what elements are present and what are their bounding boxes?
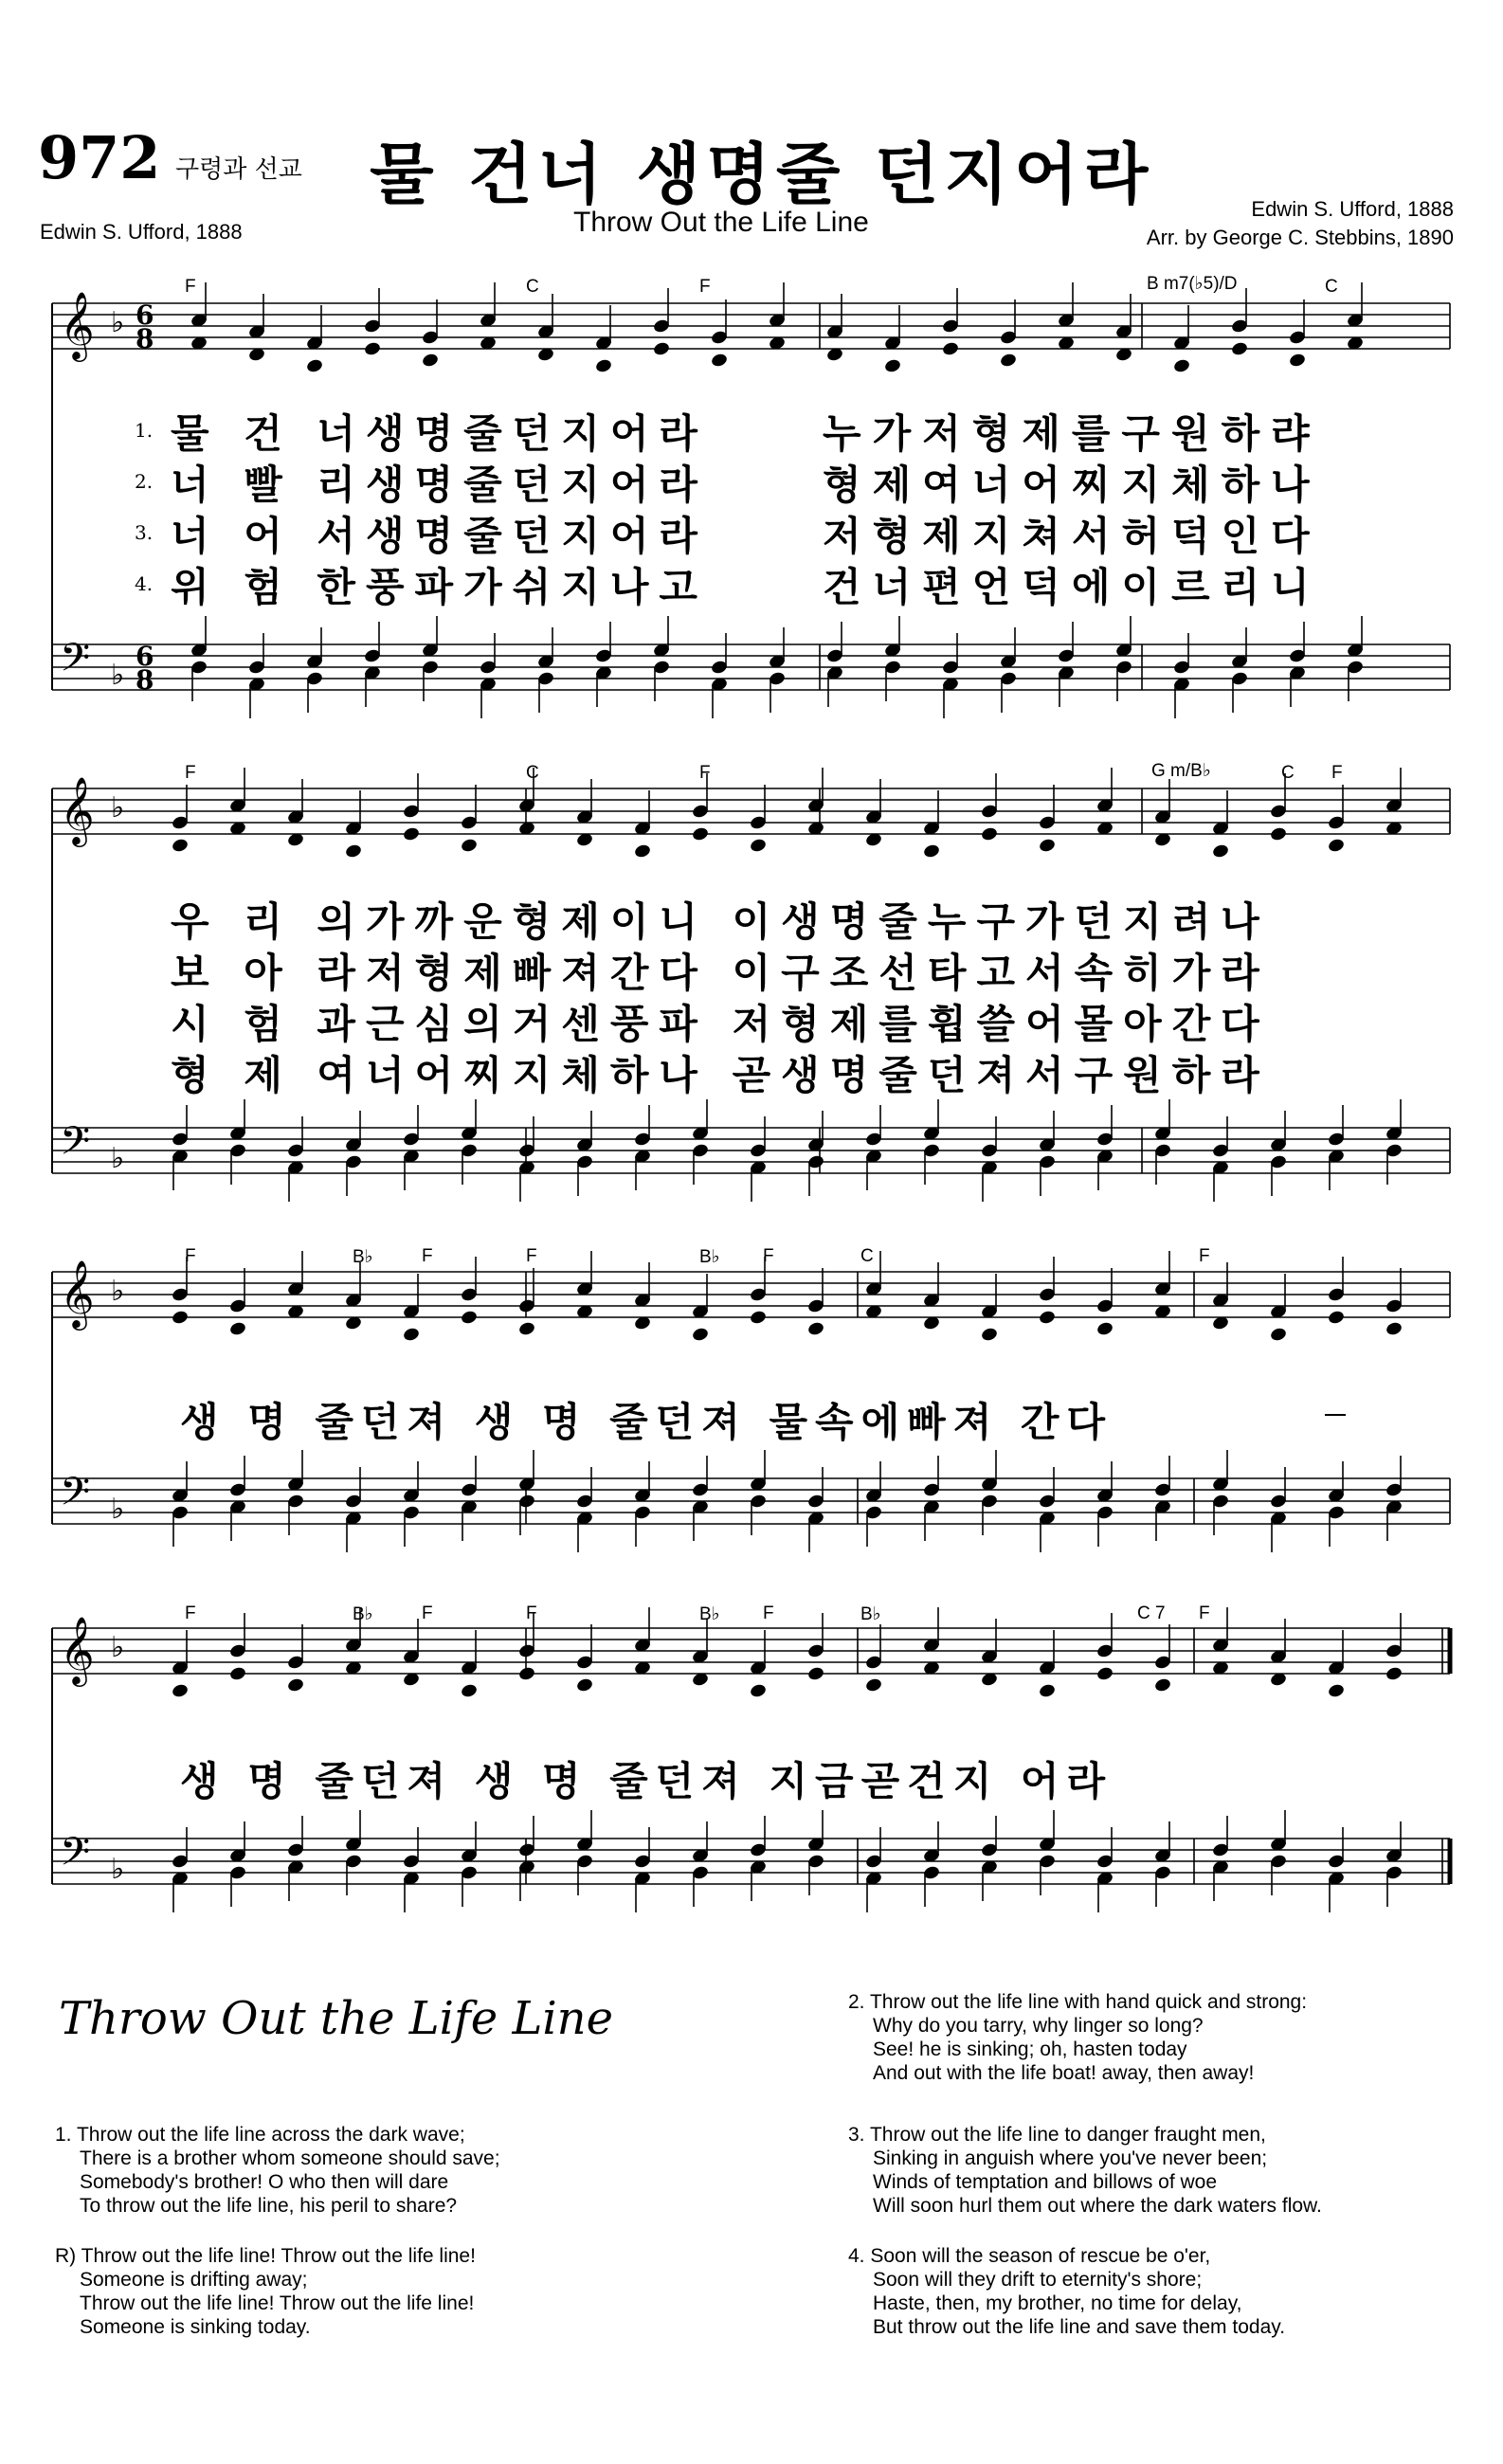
hyphen-dash (1325, 1414, 1346, 1416)
chord-symbol: C (526, 763, 539, 783)
notehead (749, 838, 767, 854)
notehead (691, 826, 709, 842)
chord-symbol: F (699, 763, 711, 783)
notehead (1327, 1683, 1345, 1699)
verse-line: 4. Soon will the season of rescue be o'er, (848, 2245, 1211, 2267)
notehead (402, 826, 420, 842)
english-verse-1 (55, 2123, 500, 2218)
flat-key-signature-icon: ♭ (111, 791, 125, 824)
hymn-number: 972 (38, 123, 161, 192)
treble-clef-icon: 𝄞 (60, 1259, 95, 1328)
notehead (1327, 838, 1345, 854)
verse-line: Soon will they drift to eternity's shore; (873, 2269, 1203, 2291)
notehead (710, 353, 728, 369)
lyric-line: 저형제지쳐서허덕인다 (823, 513, 1321, 559)
verse-line: Winds of temptation and billows of woe (873, 2171, 1218, 2193)
lyric-line: 형 제 여너어찌지체하나 곧생명줄던져서구원하라 (171, 1052, 1270, 1098)
english-verse-4 (848, 2244, 1285, 2339)
verse-line: To throw out the life line, his peril to share? (80, 2195, 458, 2217)
lyric-line: 생 명 줄던져 생 명 줄던져 지금곧건지 어라 (180, 1758, 1114, 1804)
notehead (652, 341, 670, 357)
chord-symbol: F (422, 1603, 433, 1623)
notehead (806, 1666, 824, 1682)
notehead (1230, 341, 1248, 357)
credit-right-lyricist: Edwin S. Ufford, 1888 (1251, 197, 1454, 221)
time-signature-bottom: 8 (136, 323, 154, 354)
chord-symbol: G m/B♭ (1151, 761, 1211, 781)
verse-line: Haste, then, my brother, no time for delay, (873, 2292, 1242, 2314)
verse-line: Throw out the life line! Throw out the life line! (80, 2292, 475, 2314)
verse-line: Sinking in anguish where you've never been; (873, 2147, 1268, 2169)
notehead (922, 843, 940, 860)
chord-symbol: B♭ (353, 1604, 373, 1624)
notehead (228, 1321, 246, 1337)
notehead (980, 826, 998, 842)
english-refrain (55, 2244, 476, 2339)
english-verse-3 (848, 2123, 1322, 2218)
notehead (421, 353, 439, 369)
english-title: Throw Out the Life Line (59, 1992, 613, 2045)
notehead (1327, 1310, 1345, 1326)
lyric-line: 우 리 의가까운형제이니 이생명줄누구가던지려나 (171, 898, 1270, 945)
verse-number: 2. (135, 470, 154, 493)
flat-key-signature-icon: ♭ (111, 306, 125, 339)
credit-right-arranger: Arr. by George C. Stebbins, 1890 (1146, 226, 1454, 249)
lyric-line: 너 빨 리생명줄던지어라 (171, 462, 708, 508)
chord-symbol: B♭ (353, 1247, 373, 1267)
notehead (749, 1310, 767, 1326)
chord-symbol: C (1325, 277, 1338, 297)
treble-clef-icon: 𝄞 (60, 775, 95, 844)
flat-key-signature-icon: ♭ (111, 1853, 125, 1886)
treble-clef-icon: 𝄞 (60, 1615, 95, 1684)
verse-line: Someone is sinking today. (80, 2316, 311, 2338)
notehead (305, 358, 323, 374)
chord-symbol: B m7(♭5)/D (1147, 274, 1238, 294)
notehead (228, 1666, 246, 1682)
chord-symbol: B♭ (699, 1247, 720, 1267)
notehead (633, 843, 651, 860)
notehead (517, 1666, 535, 1682)
notehead (1038, 1310, 1056, 1326)
notehead (1385, 1321, 1403, 1337)
chord-symbol: F (763, 1246, 774, 1266)
chord-symbol: B♭ (699, 1604, 720, 1624)
notehead (171, 1310, 189, 1326)
notehead (1269, 826, 1287, 842)
chord-symbol: C (860, 1246, 874, 1266)
verse-line: Somebody's brother! O who then will dare (80, 2171, 449, 2193)
hymn-subtitle: Throw Out the Life Line (573, 207, 869, 238)
bass-clef-icon: 𝄢 (60, 1469, 91, 1524)
chord-symbol: F (422, 1246, 433, 1266)
notehead (171, 838, 189, 854)
flat-key-signature-icon: ♭ (111, 1275, 125, 1308)
chord-symbol: F (185, 277, 196, 297)
time-signature-top: 6 (136, 299, 154, 331)
chord-symbol: F (1199, 1246, 1210, 1266)
lyric-line: 누가저형제를구원하랴 (823, 410, 1321, 457)
time-signature-bottom: 8 (136, 664, 154, 696)
notehead (999, 353, 1017, 369)
hymn-title: 물 건너 생명줄 던지어라 (370, 136, 1154, 213)
notehead (749, 1683, 767, 1699)
chord-symbol: F (1331, 763, 1343, 783)
verse-line: There is a brother whom someone should save; (80, 2147, 500, 2169)
chord-symbol: F (699, 277, 711, 297)
time-signature-top: 6 (136, 641, 154, 672)
chord-symbol: C (1281, 763, 1295, 783)
verse-line: 3. Throw out the life line to danger fraught men, (848, 2124, 1266, 2146)
bass-clef-icon: 𝄢 (60, 635, 91, 690)
verse-line: But throw out the life line and save them today. (873, 2316, 1286, 2338)
chord-symbol: C 7 (1137, 1603, 1166, 1623)
notehead (691, 1327, 709, 1343)
chord-symbol: B♭ (860, 1604, 881, 1624)
verse-number: 1. (135, 419, 154, 442)
credit-left: Edwin S. Ufford, 1888 (40, 220, 243, 244)
chord-symbol: C (526, 277, 539, 297)
verse-line: Why do you tarry, why linger so long? (873, 2015, 1204, 2037)
verse-number: 3. (135, 521, 154, 544)
notehead (575, 1677, 593, 1694)
notehead (806, 1321, 824, 1337)
treble-clef-icon: 𝄞 (60, 290, 95, 359)
notehead (344, 843, 362, 860)
verse-line: 2. Throw out the life line with hand quick and strong: (848, 1991, 1308, 2013)
flat-key-signature-icon: ♭ (111, 659, 125, 692)
lyric-line: 형제여너어찌지체하나 (823, 462, 1321, 508)
flat-key-signature-icon: ♭ (111, 1493, 125, 1526)
notehead (864, 1677, 882, 1694)
verse-line: R) Throw out the life line! Throw out the life line! (55, 2245, 476, 2267)
verse-line: Someone is drifting away; (80, 2269, 308, 2291)
chord-symbol: F (526, 1246, 537, 1266)
lyric-line: 물 건 너생명줄던지어라 (171, 410, 708, 457)
notehead (883, 358, 901, 374)
notehead (1096, 1321, 1114, 1337)
english-verse-2 (848, 1990, 1307, 2085)
bass-clef-icon: 𝄢 (60, 1829, 91, 1884)
lyric-line: 건너편언덕에이르리니 (823, 564, 1321, 610)
lyric-line: 시 험 과근심의거센풍파 저형제를휩쓸어몰아간다 (171, 1001, 1270, 1047)
notehead (460, 838, 478, 854)
notehead (460, 1310, 478, 1326)
chord-symbol: F (185, 1246, 196, 1266)
verse-line: See! he is sinking; oh, hasten today (873, 2038, 1187, 2060)
bass-clef-icon: 𝄢 (60, 1118, 91, 1173)
notehead (980, 1327, 998, 1343)
notehead (286, 1677, 304, 1694)
verse-line: 1. Throw out the life line across the dark wave; (55, 2124, 465, 2146)
flat-key-signature-icon: ♭ (111, 1142, 125, 1175)
hymn-category: 구령과 선교 (175, 155, 302, 184)
notehead (171, 1683, 189, 1699)
notehead (402, 1327, 420, 1343)
notehead (1038, 1683, 1056, 1699)
notehead (594, 358, 612, 374)
chord-symbol: F (763, 1603, 774, 1623)
notehead (460, 1683, 478, 1699)
verse-line: Will soon hurl them out where the dark waters flow. (873, 2195, 1322, 2217)
lyric-line: 너 어 서생명줄던지어라 (171, 513, 708, 559)
lyric-line: 보 아 라저형제빠져간다 이구조선타고서속히가라 (171, 950, 1270, 996)
notehead (1288, 353, 1306, 369)
notehead (1269, 1327, 1287, 1343)
notehead (363, 341, 381, 357)
notehead (1385, 1666, 1403, 1682)
notehead (1038, 838, 1056, 854)
flat-key-signature-icon: ♭ (111, 1631, 125, 1664)
notehead (1172, 358, 1190, 374)
chord-symbol: F (526, 1603, 537, 1623)
lyric-line: 위 험 한풍파가쉬지나고 (171, 564, 708, 610)
notehead (1211, 843, 1229, 860)
notehead (517, 1321, 535, 1337)
notehead (1153, 1677, 1171, 1694)
notehead (941, 341, 959, 357)
chord-symbol: F (185, 763, 196, 783)
chord-symbol: F (185, 1603, 196, 1623)
notehead (1096, 1666, 1114, 1682)
lyric-line: 생 명 줄던져 생 명 줄던져 물속에빠져 간다 (180, 1399, 1114, 1445)
chord-symbol: F (1199, 1603, 1210, 1623)
verse-number: 4. (135, 572, 154, 595)
verse-line: And out with the life boat! away, then away! (873, 2062, 1255, 2084)
